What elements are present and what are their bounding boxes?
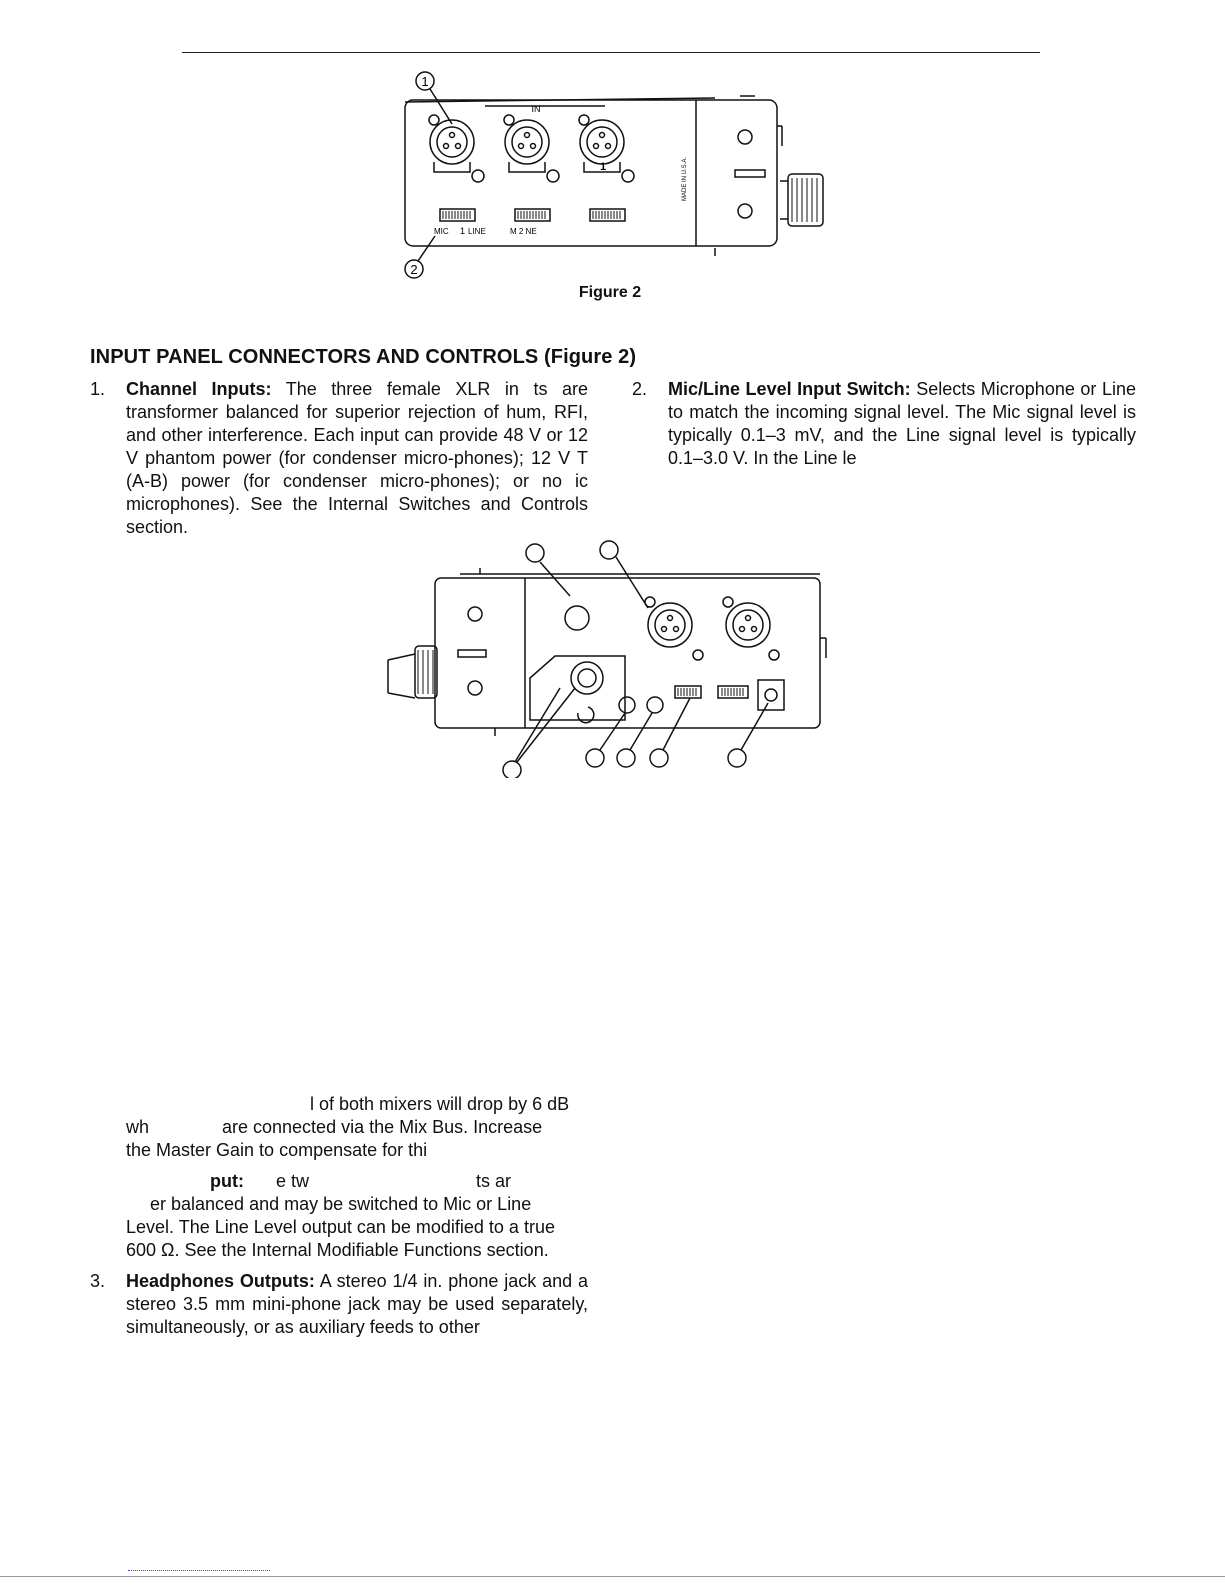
- xlr-input-1: [429, 115, 484, 182]
- xlr-output-2: [723, 597, 779, 660]
- callout-2-label: 2: [410, 262, 418, 277]
- item-number: 1.: [90, 379, 106, 399]
- fragment-line-3: the Master Gain to compensate for thi: [126, 1140, 428, 1160]
- xlr-input-2: [504, 115, 559, 182]
- phone-jack: [571, 662, 603, 694]
- output-switch-1: [675, 686, 701, 698]
- fragment-line-2a: wh: [126, 1117, 150, 1137]
- item-number: 3.: [90, 1271, 106, 1291]
- switch-1-line-label: LINE: [468, 227, 486, 236]
- item-text: Selects Microphone or Line to match the incoming signal level. The Mic signal level is typically 0.1–3 mV, and the Line signal level is typically 0.1–3.0 V. In the Line le: [668, 379, 1136, 468]
- fragment-line-5: er balanced and may be switched to Mic or Line: [150, 1194, 532, 1214]
- fragment-line-2b: are connected via the Mix Bus. Increase: [222, 1117, 543, 1137]
- fragment-line-4b: ts ar: [476, 1171, 512, 1191]
- in-label: IN: [531, 104, 541, 114]
- fragment-line-4a: e tw: [276, 1171, 310, 1191]
- fragment-line-6: Level. The Line Level output can be modified to a true: [126, 1217, 555, 1237]
- mini-jack-2: [647, 697, 663, 713]
- top-rule: [182, 52, 1040, 53]
- item-text: A stereo 1/4 in. phone jack and a stereo 3.5 mm mini-phone jack may be used separately, simultaneously, or as auxiliary feeds to other: [126, 1271, 588, 1337]
- footer-link-underline[interactable]: [128, 1570, 270, 1571]
- callout-1-label: 1: [421, 74, 429, 89]
- switch-1-mic-label: MIC: [434, 227, 449, 236]
- mini-jack-1: [619, 697, 635, 713]
- fragment-line-4-bold: put:: [210, 1171, 244, 1191]
- screw-top: [738, 130, 752, 144]
- section-heading: INPUT PANEL CONNECTORS AND CONTROLS (Figure 2): [90, 346, 637, 368]
- xlr-input-3: [579, 115, 634, 182]
- switch-1-number: 1: [460, 226, 466, 236]
- item-title: Headphones Outputs:: [126, 1271, 315, 1291]
- bottom-rule: [0, 1576, 1225, 1577]
- item-number: 2.: [632, 379, 648, 399]
- fragment-line-1: l of both mixers will drop by 6 dB: [310, 1094, 570, 1114]
- mini-connector: [565, 606, 589, 630]
- xlr-output-1: [645, 597, 703, 660]
- made-in-usa-label: MADE IN U.S.A.: [682, 156, 688, 201]
- gain-knob: [788, 174, 823, 226]
- item-text: The three female XLR in ts are transformer balanced for superior rejection of hum, RFI, and other interference. Each input can provide 48 V or 12 V phantom power (for condenser micro-phones); 12 V T (A-B) power (for condenser micro-phones); or no ic microphones). See the Internal Switches and Controls section.: [126, 379, 589, 537]
- figure-output-panel: [380, 538, 840, 778]
- channel-3-number: 1: [600, 161, 607, 173]
- fragment-line-7: 600 Ω. See the Internal Modifiable Functions section.: [126, 1240, 549, 1260]
- item-title: Mic/Line Level Input Switch:: [668, 379, 911, 399]
- switch-2-label: M 2 NE: [510, 227, 537, 236]
- figure-caption: Figure 2: [578, 284, 642, 301]
- screw-bottom: [738, 204, 752, 218]
- figure-2-input-panel: [390, 66, 850, 286]
- power-jack: [758, 680, 784, 710]
- output-panel-body: [435, 578, 820, 728]
- item-title: Channel Inputs:: [126, 379, 272, 399]
